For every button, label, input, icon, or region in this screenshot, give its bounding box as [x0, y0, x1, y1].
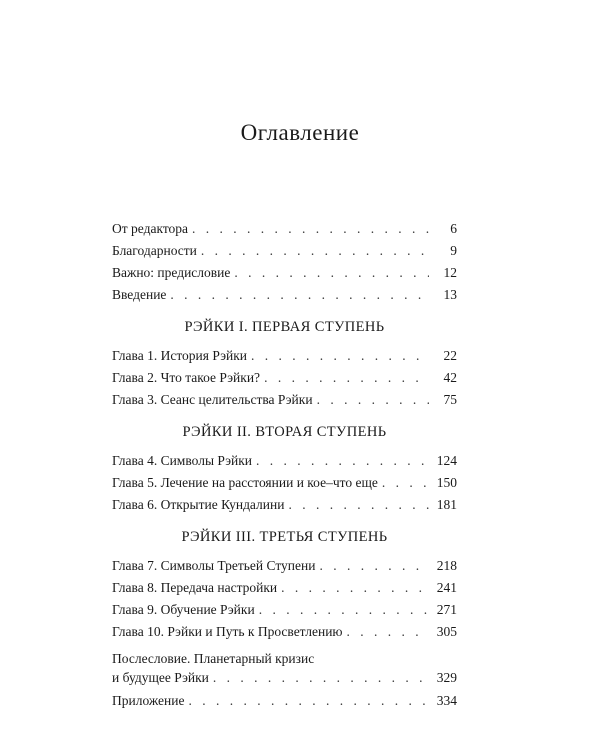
- toc-entry-label: Приложение: [112, 693, 185, 708]
- toc-entry: [112, 599, 457, 621]
- section-reiki-2: [112, 421, 457, 516]
- toc-entry-page: 181: [436, 497, 457, 512]
- toc-entry-label: Глава 10. Рэйки и Путь к Просветлению: [112, 624, 343, 639]
- toc-entry: [112, 345, 457, 367]
- toc-entry-page: 241: [436, 580, 457, 595]
- toc-entry-label: Глава 2. Что такое Рэйки?: [112, 370, 261, 385]
- toc-entry-appendix: [112, 690, 457, 712]
- toc-entry-page: 271: [436, 602, 457, 617]
- toc-entry-page: 334: [436, 693, 457, 708]
- toc-entry-page: 218: [436, 558, 457, 573]
- dot-leader: [251, 345, 429, 367]
- dot-leader: [347, 621, 429, 643]
- toc-entry-page: 42: [443, 370, 457, 385]
- toc-entry-label: Глава 1. История Рэйки: [112, 348, 247, 363]
- toc-entry: [112, 555, 457, 577]
- dot-leader: [259, 599, 429, 621]
- dot-leader: [256, 450, 429, 472]
- toc-entry-label: Глава 5. Лечение на расстоянии и кое–что еще: [112, 475, 378, 490]
- toc-entry: [112, 389, 457, 411]
- dot-leader: [213, 668, 429, 687]
- dot-leader: [192, 218, 429, 240]
- toc-entry-label: От редактора: [112, 221, 189, 236]
- toc-entry: [112, 472, 457, 494]
- section-reiki-1: [112, 316, 457, 411]
- dot-leader: [188, 690, 429, 712]
- dot-leader: [234, 262, 429, 284]
- afterword-label-line1: Послесловие. Планетарный кризис: [112, 651, 315, 666]
- toc-entry-page: 13: [443, 287, 457, 302]
- toc-entry: [112, 367, 457, 389]
- toc-entry-label: Глава 7. Символы Третьей Ступени: [112, 558, 316, 573]
- toc-entry-page: 305: [436, 624, 457, 639]
- dot-leader: [264, 367, 429, 389]
- toc-entry-label: Глава 9. Обучение Рэйки: [112, 602, 255, 617]
- toc-entry-page: 329: [436, 670, 457, 685]
- afterword-label-line2: и будущее Рэйки: [112, 670, 209, 685]
- toc-entry-label: Глава 8. Передача настройки: [112, 580, 278, 595]
- toc-entry: [112, 450, 457, 472]
- toc-entry: [112, 577, 457, 599]
- toc-entry: [112, 218, 457, 240]
- toc-entry: [112, 262, 457, 284]
- toc-entry-page: 22: [443, 348, 457, 363]
- toc-entry-label: Глава 6. Открытие Кундалини: [112, 497, 285, 512]
- section-heading: РЭЙКИ I. ПЕРВАЯ СТУПЕНЬ: [184, 319, 385, 335]
- front-matter: [112, 218, 457, 306]
- back-matter: [112, 649, 457, 712]
- toc-entry-label: Важно: предисловие: [112, 265, 231, 280]
- page-title: Оглавление: [240, 120, 360, 145]
- dot-leader: [317, 389, 429, 411]
- toc-entry: [112, 284, 457, 306]
- toc-entry-label: Глава 4. Символы Рэйки: [112, 453, 253, 468]
- section-heading: РЭЙКИ II. ВТОРАЯ СТУПЕНЬ: [182, 424, 387, 440]
- toc-entry-page: 9: [450, 243, 457, 258]
- toc-entry-page: 75: [443, 392, 457, 407]
- dot-leader: [281, 577, 429, 599]
- dot-leader: [288, 494, 429, 516]
- section-heading: РЭЙКИ III. ТРЕТЬЯ СТУПЕНЬ: [181, 529, 388, 545]
- dot-leader: [319, 555, 429, 577]
- table-of-contents: [112, 218, 457, 712]
- toc-entry: [112, 494, 457, 516]
- toc-entry-page: 124: [436, 453, 457, 468]
- toc-entry-label: Глава 3. Сеанс целительства Рэйки: [112, 392, 313, 407]
- toc-entry-afterword: [112, 668, 457, 687]
- toc-entry: [112, 240, 457, 262]
- toc-entry-page: 6: [450, 221, 457, 236]
- dot-leader: [170, 284, 429, 306]
- section-reiki-3: [112, 526, 457, 643]
- toc-entry-page: 150: [436, 475, 457, 490]
- dot-leader: [201, 240, 429, 262]
- toc-entry-label: Введение: [112, 287, 167, 302]
- toc-entry-page: 12: [443, 265, 457, 280]
- dot-leader: [382, 472, 429, 494]
- toc-entry-label: Благодарности: [112, 243, 197, 258]
- toc-entry: [112, 621, 457, 643]
